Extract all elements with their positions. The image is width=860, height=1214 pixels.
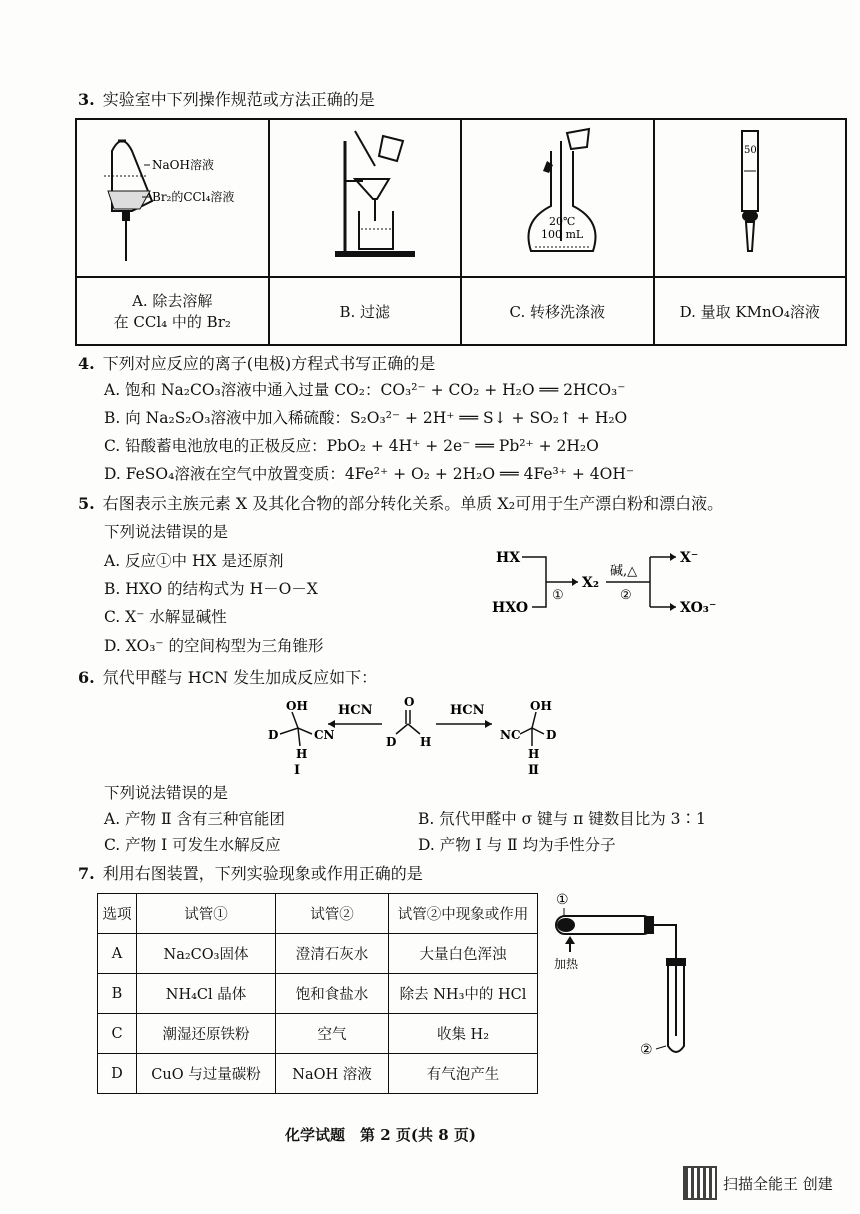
question-7-stem bbox=[78, 864, 423, 884]
option-4c: C. 铅酸蓄电池放电的正极反应：PbO₂ + 4H⁺ + 2e⁻ ══ Pb²⁺ + 2H₂O bbox=[104, 437, 599, 455]
cell: 潮湿还原铁粉 bbox=[137, 1014, 276, 1054]
option-5c: C. X⁻ 水解显碱性 bbox=[104, 608, 227, 626]
cell: 收集 H₂ bbox=[389, 1014, 538, 1054]
atom-nc: NC bbox=[500, 728, 521, 742]
naoh-label: NaOH溶液 bbox=[152, 158, 215, 172]
question-text: 氘代甲醛与 HCN 发生加成反应如下： bbox=[102, 668, 378, 687]
cell: 除去 NH₃中的 HCl bbox=[389, 974, 538, 1014]
cell: 澄清石灰水 bbox=[276, 934, 389, 974]
hxo-label: HXO bbox=[492, 600, 529, 616]
option-6b: B. 氘代甲醛中 σ 键与 π 键数目比为 3∶1 bbox=[418, 810, 706, 828]
question-6-stem bbox=[78, 668, 377, 688]
atom-d: D bbox=[268, 728, 279, 742]
tube-2-label: ② bbox=[640, 1042, 653, 1058]
x-minus-label: X⁻ bbox=[680, 550, 699, 566]
option-3d bbox=[654, 277, 847, 345]
question-number: 7. bbox=[78, 864, 95, 883]
table-header-row bbox=[98, 894, 538, 934]
fig-filtration bbox=[269, 119, 462, 277]
option-3b bbox=[269, 277, 462, 345]
option-6d: D. 产物 Ⅰ 与 Ⅱ 均为手性分子 bbox=[418, 836, 616, 854]
question-3-stem bbox=[78, 90, 375, 110]
question-text: 实验室中下列操作规范或方法正确的是 bbox=[102, 90, 375, 109]
scanner-watermark bbox=[683, 1166, 833, 1200]
product-i-label: Ⅰ bbox=[294, 763, 301, 776]
atom-h: H bbox=[296, 747, 308, 761]
table-row bbox=[98, 1054, 538, 1094]
option-5b: B. HXO 的结构式为 H－O－X bbox=[104, 580, 318, 598]
question-3-table bbox=[75, 118, 847, 346]
cell: A bbox=[98, 934, 137, 974]
option-4d: D. FeSO₄溶液在空气中放置变质：4Fe²⁺ + O₂ + 2H₂O ══ 4Fe³⁺ + 4OH⁻ bbox=[104, 465, 635, 483]
option-text: A. 除去溶解 bbox=[132, 292, 213, 310]
scanner-text: 扫描全能王 创建 bbox=[723, 1174, 833, 1193]
question-number: 4. bbox=[78, 354, 95, 373]
question-number: 6. bbox=[78, 668, 95, 687]
option-3a bbox=[76, 277, 269, 345]
reaction-1-label: ① bbox=[552, 588, 564, 603]
reaction-scheme bbox=[260, 692, 580, 776]
volume-label: 100 mL bbox=[541, 228, 584, 241]
cell: 大量白色浑浊 bbox=[389, 934, 538, 974]
cell: NH₄Cl 晶体 bbox=[137, 974, 276, 1014]
atom-h: H bbox=[420, 735, 432, 749]
table-row bbox=[98, 1014, 538, 1054]
table-row bbox=[98, 934, 538, 974]
xo3-label: XO₃⁻ bbox=[680, 600, 717, 616]
heat-label: 加热 bbox=[554, 957, 579, 971]
x2-label: X₂ bbox=[582, 575, 599, 591]
atom-d: D bbox=[386, 735, 397, 749]
option-6c: C. 产物 Ⅰ 可发生水解反应 bbox=[104, 836, 281, 854]
cell: CuO 与过量碳粉 bbox=[137, 1054, 276, 1094]
qr-code-icon bbox=[683, 1166, 717, 1200]
header-cell: 选项 bbox=[98, 894, 137, 934]
option-text: D. 量取 KMnO₄溶液 bbox=[679, 302, 820, 321]
question-text: 右图表示主族元素 X 及其化合物的部分转化关系。单质 X₂可用于生产漂白粉和漂白液。 bbox=[102, 494, 724, 513]
atom-o: O bbox=[404, 695, 415, 709]
reagent-hcn-left: HCN bbox=[338, 703, 373, 718]
cell: C bbox=[98, 1014, 137, 1054]
option-3c bbox=[461, 277, 654, 345]
table-row bbox=[98, 974, 538, 1014]
question-6-prompt: 下列说法错误的是 bbox=[104, 784, 229, 802]
option-4a: A. 饱和 Na₂CO₃溶液中通入过量 CO₂：CO₃²⁻ + CO₂ + H₂O ══ 2HCO₃⁻ bbox=[104, 381, 626, 399]
product-ii-label: Ⅱ bbox=[528, 763, 539, 776]
cell: B bbox=[98, 974, 137, 1014]
header-cell: 试管② bbox=[276, 894, 389, 934]
question-5-prompt: 下列说法错误的是 bbox=[104, 523, 229, 541]
atom-d: D bbox=[546, 728, 557, 742]
question-4-stem bbox=[78, 354, 435, 374]
tube-1-label: ① bbox=[556, 892, 569, 908]
option-text: C. 转移洗涤液 bbox=[509, 302, 605, 321]
temp-label: 20℃ bbox=[549, 215, 576, 228]
burette-mark: 50 bbox=[743, 145, 757, 156]
header-cell: 试管① bbox=[137, 894, 276, 934]
cell: D bbox=[98, 1054, 137, 1094]
page-footer: 化学试题 第 2 页(共 8 页) bbox=[285, 1126, 476, 1144]
atom-oh: OH bbox=[530, 699, 552, 713]
question-5-stem bbox=[78, 494, 723, 514]
option-text: 在 CCl₄ 中的 Br₂ bbox=[113, 313, 231, 331]
cell: NaOH 溶液 bbox=[276, 1054, 389, 1094]
option-4b: B. 向 Na₂S₂O₃溶液中加入稀硫酸：S₂O₃²⁻ + 2H⁺ ══ S↓ + SO₂↑ + H₂O bbox=[104, 409, 628, 427]
option-6a: A. 产物 Ⅱ 含有三种官能团 bbox=[104, 810, 285, 828]
cell: Na₂CO₃固体 bbox=[137, 934, 276, 974]
option-5a: A. 反应①中 HX 是还原剂 bbox=[104, 552, 284, 570]
fig-burette bbox=[654, 119, 847, 277]
question-number: 5. bbox=[78, 494, 95, 513]
question-number: 3. bbox=[78, 90, 95, 109]
fig-separatory-funnel bbox=[76, 119, 269, 277]
question-text: 下列对应反应的离子(电极)方程式书写正确的是 bbox=[102, 354, 436, 373]
atom-oh: OH bbox=[286, 699, 308, 713]
hx-label: HX bbox=[496, 550, 521, 566]
condition-label: 碱,△ bbox=[610, 564, 638, 579]
conversion-diagram bbox=[490, 545, 730, 625]
option-5d: D. XO₃⁻ 的空间构型为三角锥形 bbox=[104, 637, 324, 655]
atom-h: H bbox=[528, 747, 540, 761]
br2-ccl4-label: Br₂的CCl₄溶液 bbox=[152, 190, 235, 204]
reagent-hcn-right: HCN bbox=[450, 703, 485, 718]
header-cell: 试管②中现象或作用 bbox=[389, 894, 538, 934]
option-text: B. 过滤 bbox=[339, 302, 391, 321]
cell: 有气泡产生 bbox=[389, 1054, 538, 1094]
cell: 空气 bbox=[276, 1014, 389, 1054]
question-7-table bbox=[97, 893, 538, 1094]
question-text: 利用右图装置，下列实验现象或作用正确的是 bbox=[102, 864, 423, 883]
atom-cn: CN bbox=[314, 728, 335, 742]
fig-volumetric-flask bbox=[461, 119, 654, 277]
apparatus-figure bbox=[548, 886, 708, 1066]
reaction-2-label: ② bbox=[620, 588, 632, 603]
cell: 饱和食盐水 bbox=[276, 974, 389, 1014]
